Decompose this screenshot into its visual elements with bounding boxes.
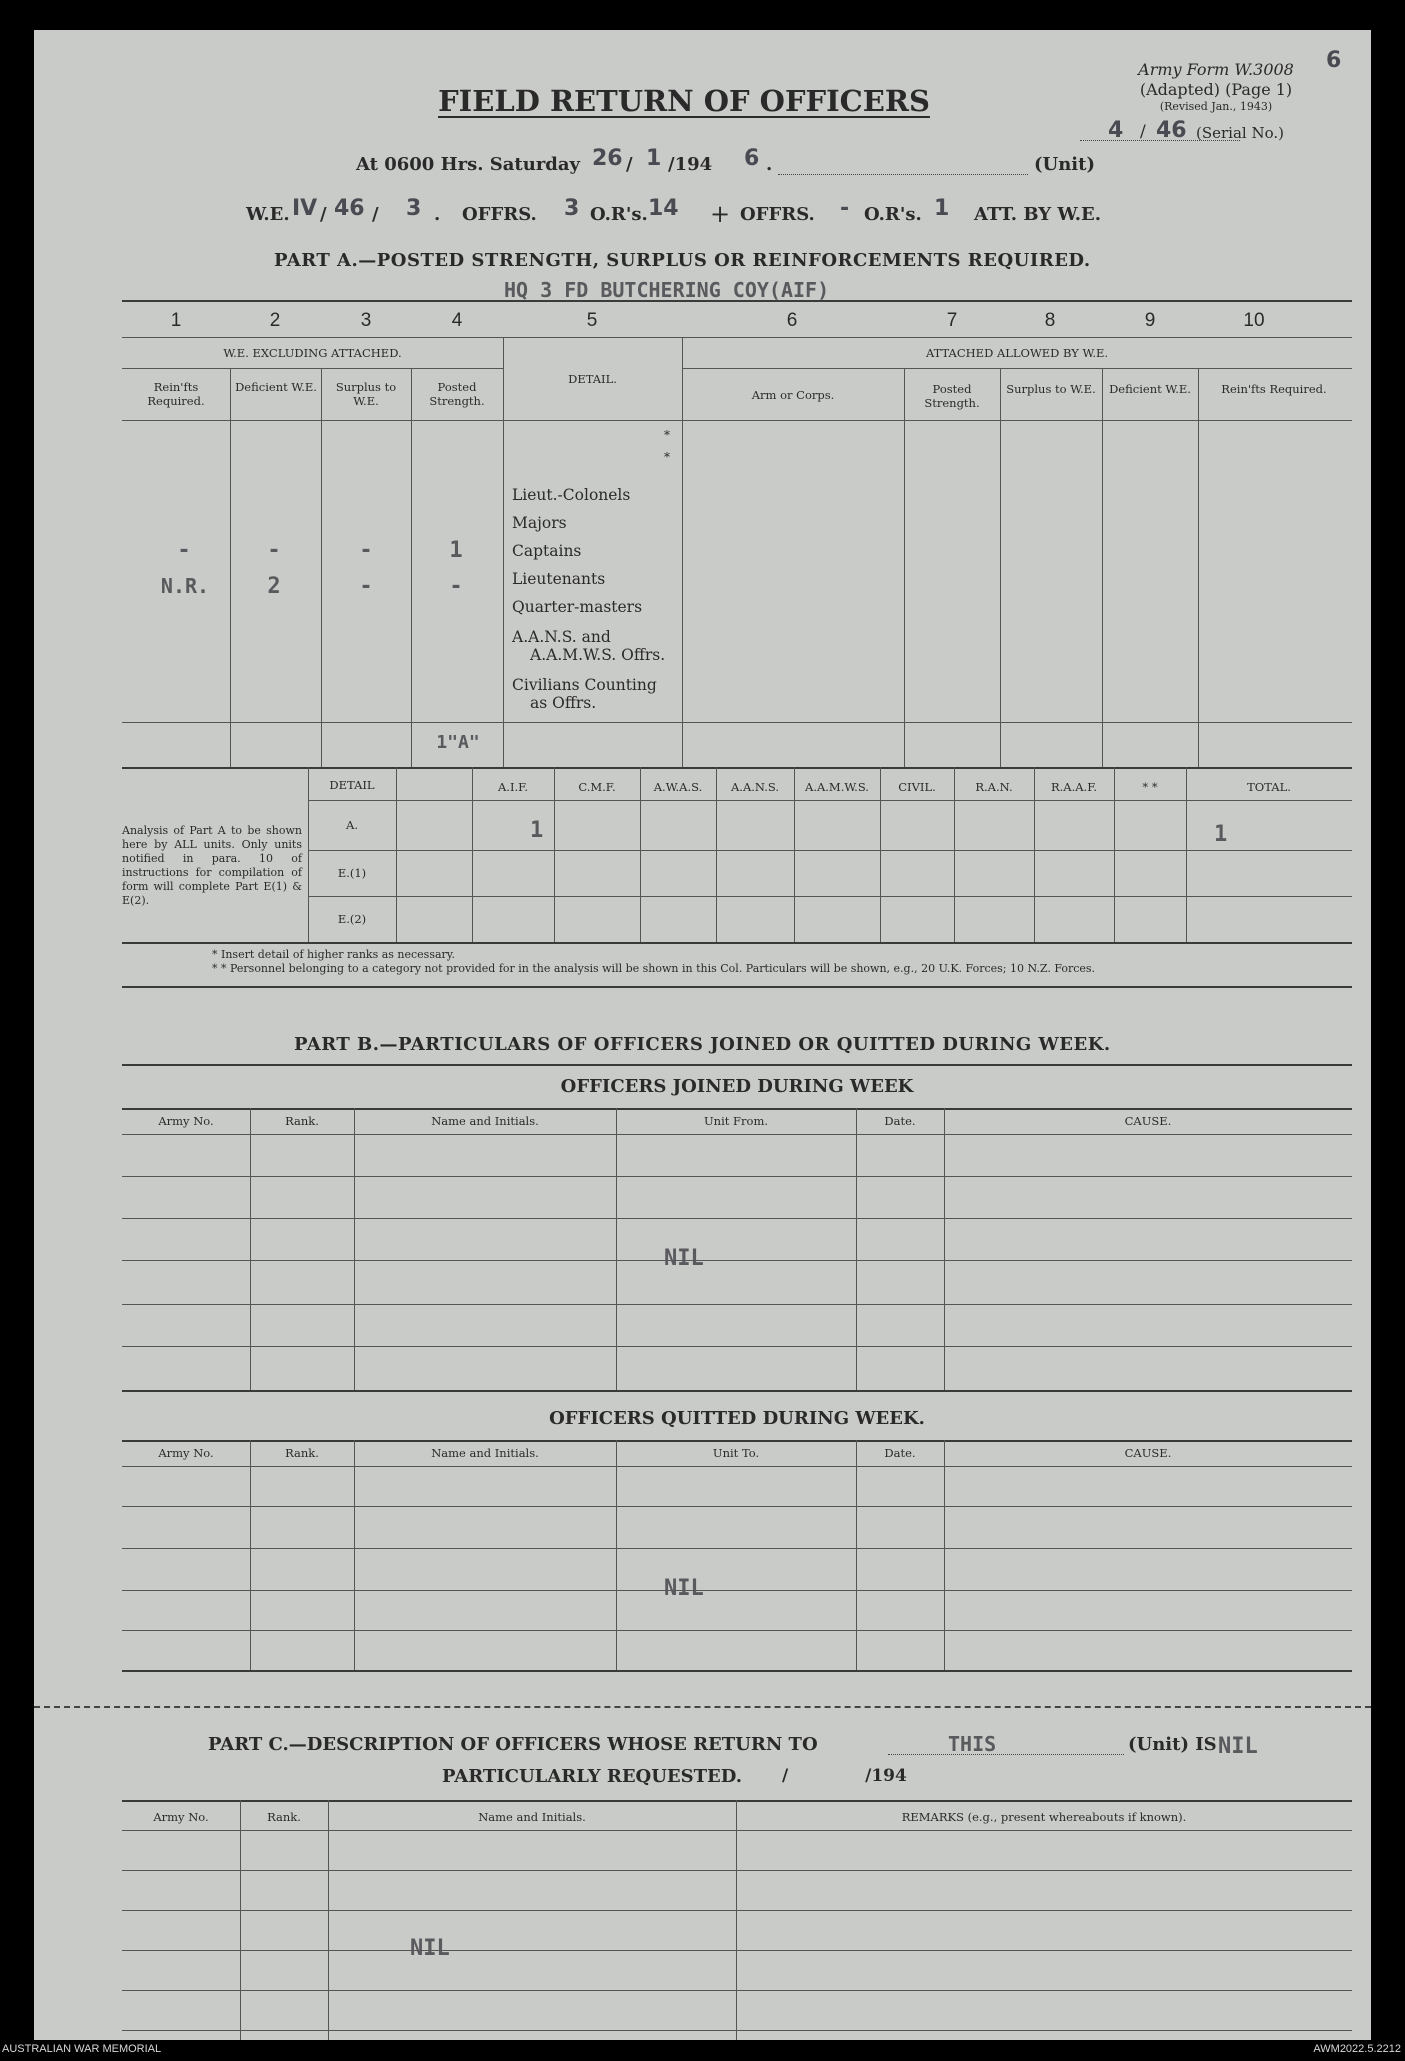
joined-row-line-2 bbox=[122, 1218, 1352, 1219]
an-hdr-raaf: R.A.A.F. bbox=[1050, 780, 1098, 794]
joined-row-line-5 bbox=[122, 1346, 1352, 1347]
part-a-top-line bbox=[122, 300, 1352, 302]
quitted-row-line-1 bbox=[122, 1506, 1352, 1507]
c-vline-3 bbox=[736, 1800, 737, 2040]
offrs-label-1: OFFRS. bbox=[462, 204, 537, 225]
quitted-hdr-date: Date. bbox=[884, 1446, 916, 1460]
quitted-nil: NIL bbox=[664, 1576, 704, 1601]
rank-lieut-colonels: Lieut.-Colonels bbox=[512, 486, 631, 504]
lieutenants-posted: - bbox=[449, 574, 463, 599]
joined-vline-2 bbox=[354, 1108, 355, 1390]
an-a-aif-value: 1 bbox=[530, 818, 544, 843]
analysis-row-a-line bbox=[308, 850, 1352, 851]
part-c-nil: NIL bbox=[410, 1936, 450, 1961]
col-num-6: 6 bbox=[786, 310, 798, 331]
vline-a4 bbox=[503, 337, 504, 767]
quitted-row-line-2 bbox=[122, 1548, 1352, 1549]
footer-accession-number: AWM2022.5.2212 bbox=[1313, 2043, 1401, 2055]
joined-vline-3 bbox=[616, 1108, 617, 1390]
we-label: W.E. bbox=[246, 204, 290, 225]
rank-civilians: Civilians Counting bbox=[512, 676, 657, 694]
ors-value-1: 14 bbox=[648, 196, 679, 221]
an-hdr-aamws: A.A.M.W.S. bbox=[805, 780, 869, 794]
an-hdr-ran: R.A.N. bbox=[975, 780, 1013, 794]
analysis-row-e1-line bbox=[308, 896, 1352, 897]
c-row-line-1 bbox=[122, 1870, 1352, 1871]
we-excluding-line bbox=[122, 368, 503, 369]
col-num-5: 5 bbox=[586, 310, 598, 331]
lieutenants-deficient: 2 bbox=[267, 574, 281, 599]
vline-a7 bbox=[1000, 368, 1001, 767]
joined-nil: NIL bbox=[664, 1246, 704, 1271]
date-year-digit: 6 bbox=[744, 146, 760, 171]
analysis-bottom-line bbox=[122, 942, 1352, 944]
quitted-vline-3 bbox=[616, 1440, 617, 1670]
army-form-number: Army Form W.3008 bbox=[1138, 60, 1294, 79]
we-sub: 3 bbox=[406, 196, 422, 221]
c-row-line-2 bbox=[122, 1910, 1352, 1911]
vline-a9 bbox=[1198, 368, 1199, 767]
quitted-vline-5 bbox=[944, 1440, 945, 1670]
revised-label: (Revised Jan., 1943) bbox=[1159, 100, 1273, 113]
part-c-is-value: NIL bbox=[1218, 1734, 1258, 1759]
col-num-4: 4 bbox=[451, 310, 463, 331]
footnote-2: * * Personnel belonging to a category not provided for in the analysis will be shown in this Col. Particulars will be shown, e.g., 20 U.K. Forces; 10 N.Z. Forces. bbox=[212, 962, 1096, 975]
quitted-top-line bbox=[122, 1440, 1352, 1442]
part-b-top-line bbox=[122, 1064, 1352, 1066]
quitted-hdr-name: Name and Initials. bbox=[431, 1446, 539, 1460]
rank-captains: Captains bbox=[512, 542, 582, 560]
col-number-line bbox=[122, 337, 1352, 338]
captains-reinfts: - bbox=[177, 538, 191, 563]
an-hdr-detail: DETAIL bbox=[329, 778, 375, 792]
analysis-note: Analysis of Part A to be shown here by ALL units. Only units notified in para. 10 of instructions for compilation of form will complete Part E(1) & E(2). bbox=[122, 824, 302, 907]
vline-a8 bbox=[1102, 368, 1103, 767]
vline-a3 bbox=[411, 368, 412, 767]
vline-a6 bbox=[904, 368, 905, 767]
page-mark: 6 bbox=[1326, 48, 1342, 73]
we-excluding-header: W.E. EXCLUDING ATTACHED. bbox=[223, 346, 402, 360]
date-day: 26 bbox=[592, 146, 623, 171]
footnote-1: * Insert detail of higher ranks as necessary. bbox=[212, 948, 456, 961]
quitted-hdr-unit-to: Unit To. bbox=[712, 1446, 760, 1460]
quitted-hdr-army-no: Army No. bbox=[158, 1446, 214, 1460]
joined-hdr-date: Date. bbox=[884, 1114, 916, 1128]
c-hdr-remarks: REMARKS (e.g., present whereabouts if known). bbox=[901, 1810, 1187, 1824]
joined-vline-1 bbox=[250, 1108, 251, 1390]
unit-dotted-line bbox=[778, 174, 1028, 175]
plus-sign: + bbox=[710, 200, 731, 228]
an-hdr-total: TOTAL. bbox=[1247, 780, 1291, 794]
c-hdr-rank: Rank. bbox=[267, 1810, 301, 1824]
part-a-main-bottom bbox=[122, 767, 1352, 769]
date-sep-1: / bbox=[626, 154, 633, 175]
posted-total-mark: 1"A" bbox=[436, 732, 480, 753]
serial-separator: / bbox=[1140, 122, 1146, 142]
part-a-unit: HQ 3 FD BUTCHERING COY(AIF) bbox=[504, 278, 830, 302]
rank-as-offrs: as Offrs. bbox=[530, 694, 597, 712]
an-hdr-aif: A.I.F. bbox=[497, 780, 528, 794]
time-day-label: At 0600 Hrs. Saturday bbox=[356, 154, 581, 175]
part-c-unit: THIS bbox=[948, 1732, 997, 1756]
footer-archive-name: AUSTRALIAN WAR MEMORIAL bbox=[2, 2043, 162, 2055]
part-c-top-line bbox=[122, 1800, 1352, 1802]
quitted-hdr-cause: CAUSE. bbox=[1124, 1446, 1172, 1460]
joined-hdr-rank: Rank. bbox=[285, 1114, 319, 1128]
joined-hdr-name: Name and Initials. bbox=[431, 1114, 539, 1128]
col-num-3: 3 bbox=[360, 310, 372, 331]
quitted-row-line-3 bbox=[122, 1590, 1352, 1591]
part-c-date: / /194 bbox=[782, 1766, 907, 1786]
joined-row-line-0 bbox=[122, 1134, 1352, 1135]
joined-vline-5 bbox=[944, 1108, 945, 1390]
page-title: FIELD RETURN OF OFFICERS bbox=[438, 84, 930, 118]
c-row-line-5 bbox=[122, 2030, 1352, 2031]
ranks-bottom-line bbox=[122, 722, 1352, 723]
joined-row-line-1 bbox=[122, 1176, 1352, 1177]
date-dot: . bbox=[766, 154, 773, 175]
part-a-heading: PART A.—POSTED STRENGTH, SURPLUS OR REINFORCEMENTS REQUIRED. bbox=[274, 250, 1091, 271]
quitted-hdr-rank: Rank. bbox=[285, 1446, 319, 1460]
unit-label: (Unit) bbox=[1034, 154, 1095, 175]
joined-hdr-army-no: Army No. bbox=[158, 1114, 214, 1128]
star-2: * bbox=[664, 450, 670, 464]
c-row-line-0 bbox=[122, 1830, 1352, 1831]
attached-line bbox=[682, 368, 1352, 369]
offrs-value-1: 3 bbox=[564, 196, 580, 221]
vline-an-1 bbox=[396, 767, 397, 942]
we-value: IV bbox=[292, 196, 318, 221]
offrs-label-2: OFFRS. bbox=[740, 204, 815, 225]
quitted-title: OFFICERS QUITTED DURING WEEK. bbox=[549, 1408, 925, 1429]
an-hdr-awas: A.W.A.S. bbox=[653, 780, 703, 794]
lieutenants-surplus: - bbox=[359, 574, 373, 599]
joined-row-line-4 bbox=[122, 1304, 1352, 1305]
col-num-7: 7 bbox=[946, 310, 958, 331]
adapted-label: (Adapted) (Page 1) bbox=[1139, 80, 1293, 99]
attached-header: ATTACHED ALLOWED BY W.E. bbox=[925, 346, 1109, 360]
ors-value-2: 1 bbox=[934, 196, 950, 221]
c-row-line-3 bbox=[122, 1950, 1352, 1951]
vline-a1 bbox=[230, 368, 231, 767]
col-num-1: 1 bbox=[170, 310, 182, 331]
hdr-arm-corps: Arm or Corps. bbox=[751, 388, 835, 402]
hdr-reinfts-right: Rein'fts Required. bbox=[1221, 382, 1327, 396]
vline-a2 bbox=[321, 368, 322, 767]
joined-hdr-cause: CAUSE. bbox=[1124, 1114, 1172, 1128]
rank-lieutenants: Lieutenants bbox=[512, 570, 606, 588]
serial-year: 46 bbox=[1156, 118, 1187, 143]
an-hdr-other: * * bbox=[1142, 780, 1158, 794]
rank-aamws: A.A.M.W.S. Offrs. bbox=[530, 646, 666, 664]
joined-vline-4 bbox=[856, 1108, 857, 1390]
part-c-unit-label: (Unit) IS bbox=[1128, 1734, 1217, 1755]
detail-header: DETAIL. bbox=[568, 372, 617, 386]
date-year-prefix: /194 bbox=[668, 154, 713, 175]
offrs-value-2: - bbox=[840, 196, 850, 221]
an-hdr-civil: CIVIL. bbox=[898, 780, 936, 794]
form-page bbox=[34, 30, 1371, 2040]
rank-aans: A.A.N.S. and bbox=[512, 628, 611, 646]
c-hdr-army-no: Army No. bbox=[153, 1810, 209, 1824]
joined-title: OFFICERS JOINED DURING WEEK bbox=[560, 1076, 914, 1097]
part-c-line2: PARTICULARLY REQUESTED. bbox=[442, 1766, 742, 1787]
quitted-vline-4 bbox=[856, 1440, 857, 1670]
an-row-e1: E.(1) bbox=[337, 866, 367, 880]
part-b-heading: PART B.—PARTICULARS OF OFFICERS JOINED OR QUITTED DURING WEEK. bbox=[294, 1034, 1111, 1055]
hdr-posted-left: Posted Strength. bbox=[429, 380, 485, 408]
an-hdr-cmf: C.M.F. bbox=[578, 780, 616, 794]
an-row-a: A. bbox=[346, 818, 358, 832]
ors-label-1: O.R's. bbox=[590, 204, 648, 225]
hdr-posted-right: Posted Strength. bbox=[924, 382, 980, 410]
hdr-surplus-left: Surplus to W.E. bbox=[335, 380, 397, 408]
ors-label-2: O.R's. bbox=[864, 204, 922, 225]
quitted-bottom-line bbox=[122, 1670, 1352, 1672]
att-by-we-label: ATT. BY W.E. bbox=[974, 204, 1102, 225]
quitted-vline-2 bbox=[354, 1440, 355, 1670]
serial-label: (Serial No.) bbox=[1196, 124, 1284, 142]
captains-posted: 1 bbox=[449, 538, 463, 563]
an-a-total-value: 1 bbox=[1214, 822, 1228, 847]
date-month: 1 bbox=[646, 146, 662, 171]
hdr-deficient-right: Deficient W.E. bbox=[1109, 382, 1191, 396]
joined-hdr-unit-from: Unit From. bbox=[703, 1114, 768, 1128]
col-num-9: 9 bbox=[1144, 310, 1156, 331]
part-c-unit-dotted bbox=[888, 1754, 1124, 1755]
hdr-deficient-left: Deficient W.E. bbox=[235, 380, 317, 394]
serial-number: 4 bbox=[1108, 118, 1124, 143]
captains-deficient: - bbox=[267, 538, 281, 563]
we-sep-1: / bbox=[320, 204, 327, 225]
lieutenants-reinfts: N.R. bbox=[160, 574, 210, 598]
quitted-row-line-0 bbox=[122, 1466, 1352, 1467]
joined-top-line bbox=[122, 1108, 1352, 1110]
an-row-e2: E.(2) bbox=[337, 912, 367, 926]
star-1: * bbox=[664, 428, 670, 442]
rank-majors: Majors bbox=[512, 514, 567, 532]
part-c-heading: PART C.—DESCRIPTION OF OFFICERS WHOSE RETURN TO bbox=[208, 1734, 818, 1755]
tear-line bbox=[34, 1706, 1371, 1708]
part-a-end-line bbox=[122, 986, 1352, 988]
col-num-2: 2 bbox=[269, 310, 281, 331]
quitted-row-line-4 bbox=[122, 1630, 1352, 1631]
c-hdr-name: Name and Initials. bbox=[478, 1810, 586, 1824]
header-bottom-line bbox=[122, 420, 1352, 421]
col-num-8: 8 bbox=[1044, 310, 1056, 331]
rank-quartermasters: Quarter-masters bbox=[512, 598, 643, 616]
c-vline-2 bbox=[328, 1800, 329, 2040]
joined-bottom-line bbox=[122, 1390, 1352, 1392]
hdr-reinfts-left: Rein'fts Required. bbox=[147, 380, 205, 408]
quitted-vline-1 bbox=[250, 1440, 251, 1670]
analysis-header-line bbox=[308, 800, 1352, 801]
we-number: 46 bbox=[334, 196, 365, 221]
c-row-line-4 bbox=[122, 1990, 1352, 1991]
hdr-surplus-right: Surplus to W.E. bbox=[1006, 382, 1096, 396]
an-hdr-aans: A.A.N.S. bbox=[730, 780, 780, 794]
col-num-10: 10 bbox=[1243, 310, 1265, 331]
we-sep-2: / bbox=[372, 204, 379, 225]
we-dot: . bbox=[434, 204, 441, 225]
c-vline-1 bbox=[240, 1800, 241, 2040]
joined-row-line-3 bbox=[122, 1260, 1352, 1261]
captains-surplus: - bbox=[359, 538, 373, 563]
